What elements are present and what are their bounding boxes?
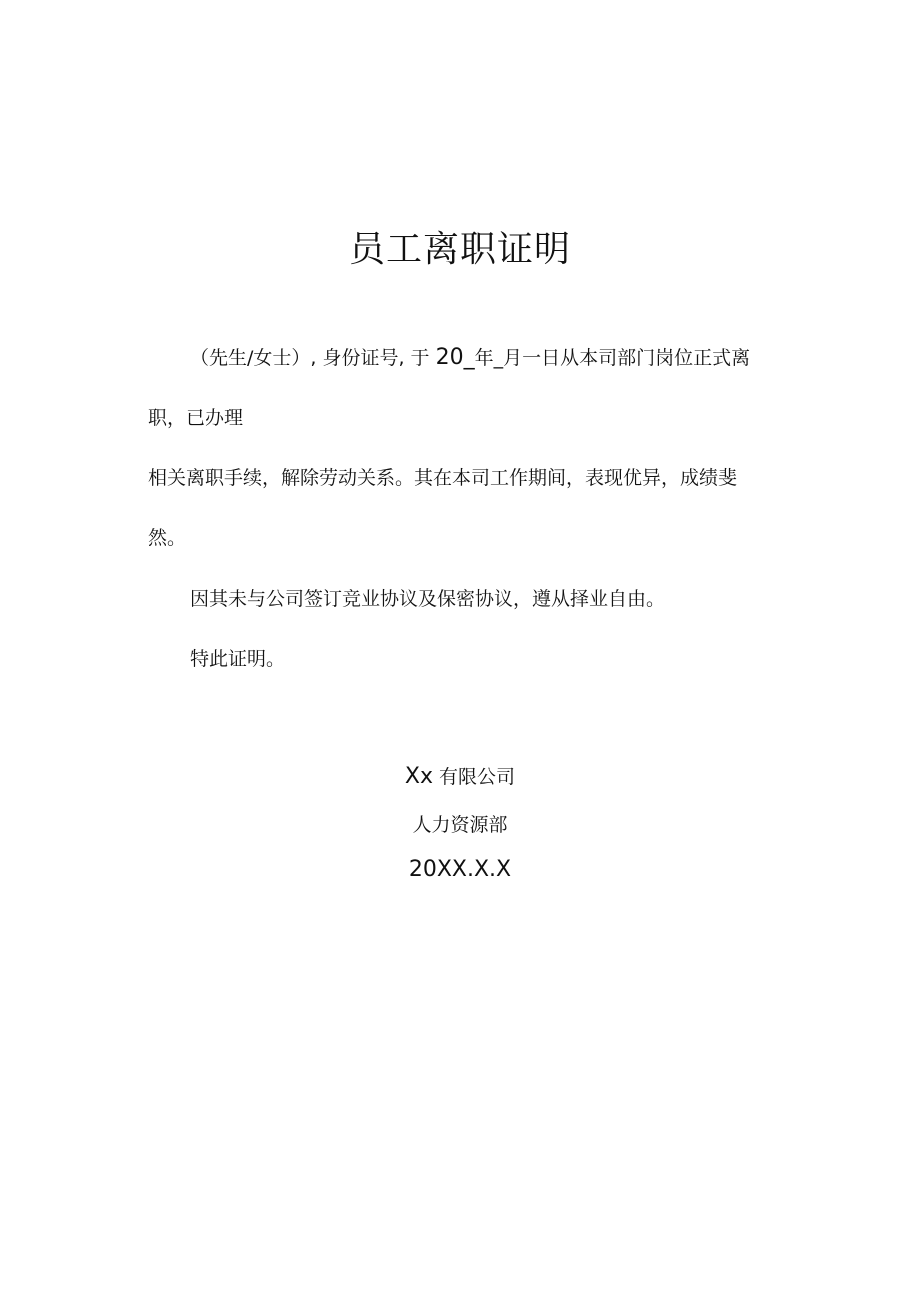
paragraph-1-line-2: 职，已办理 (148, 407, 244, 429)
signature-company-prefix: Xx (404, 764, 434, 789)
document-title: 员工离职证明 (348, 229, 571, 270)
paragraph-1-line-1-prefix: （先生/女士）, 身份证号, 于 (190, 347, 436, 369)
paragraph-3: 特此证明。 (190, 648, 286, 670)
signature-company-suffix: 有限公司 (433, 766, 516, 788)
signature-date: 20XX.X.X (408, 857, 512, 882)
signature-company (0, 763, 920, 791)
paragraph-2: 因其未与公司签订竞业协议及保密协议，遵从择业自由。 (190, 588, 666, 610)
paragraph-1-line-1 (190, 344, 774, 372)
signature-department: 人力资源部 (412, 814, 508, 836)
paragraph-1-line-4: 然。 (148, 527, 187, 549)
paragraph-1-line-3: 相关离职手续，解除劳动关系。其在本司工作期间，表现优异，成绩斐 (148, 467, 738, 489)
paragraph-1-year: 20_ (435, 345, 475, 370)
paragraph-1-line-1-suffix: 年_月一日从本司部门岗位正式离 (474, 347, 751, 369)
